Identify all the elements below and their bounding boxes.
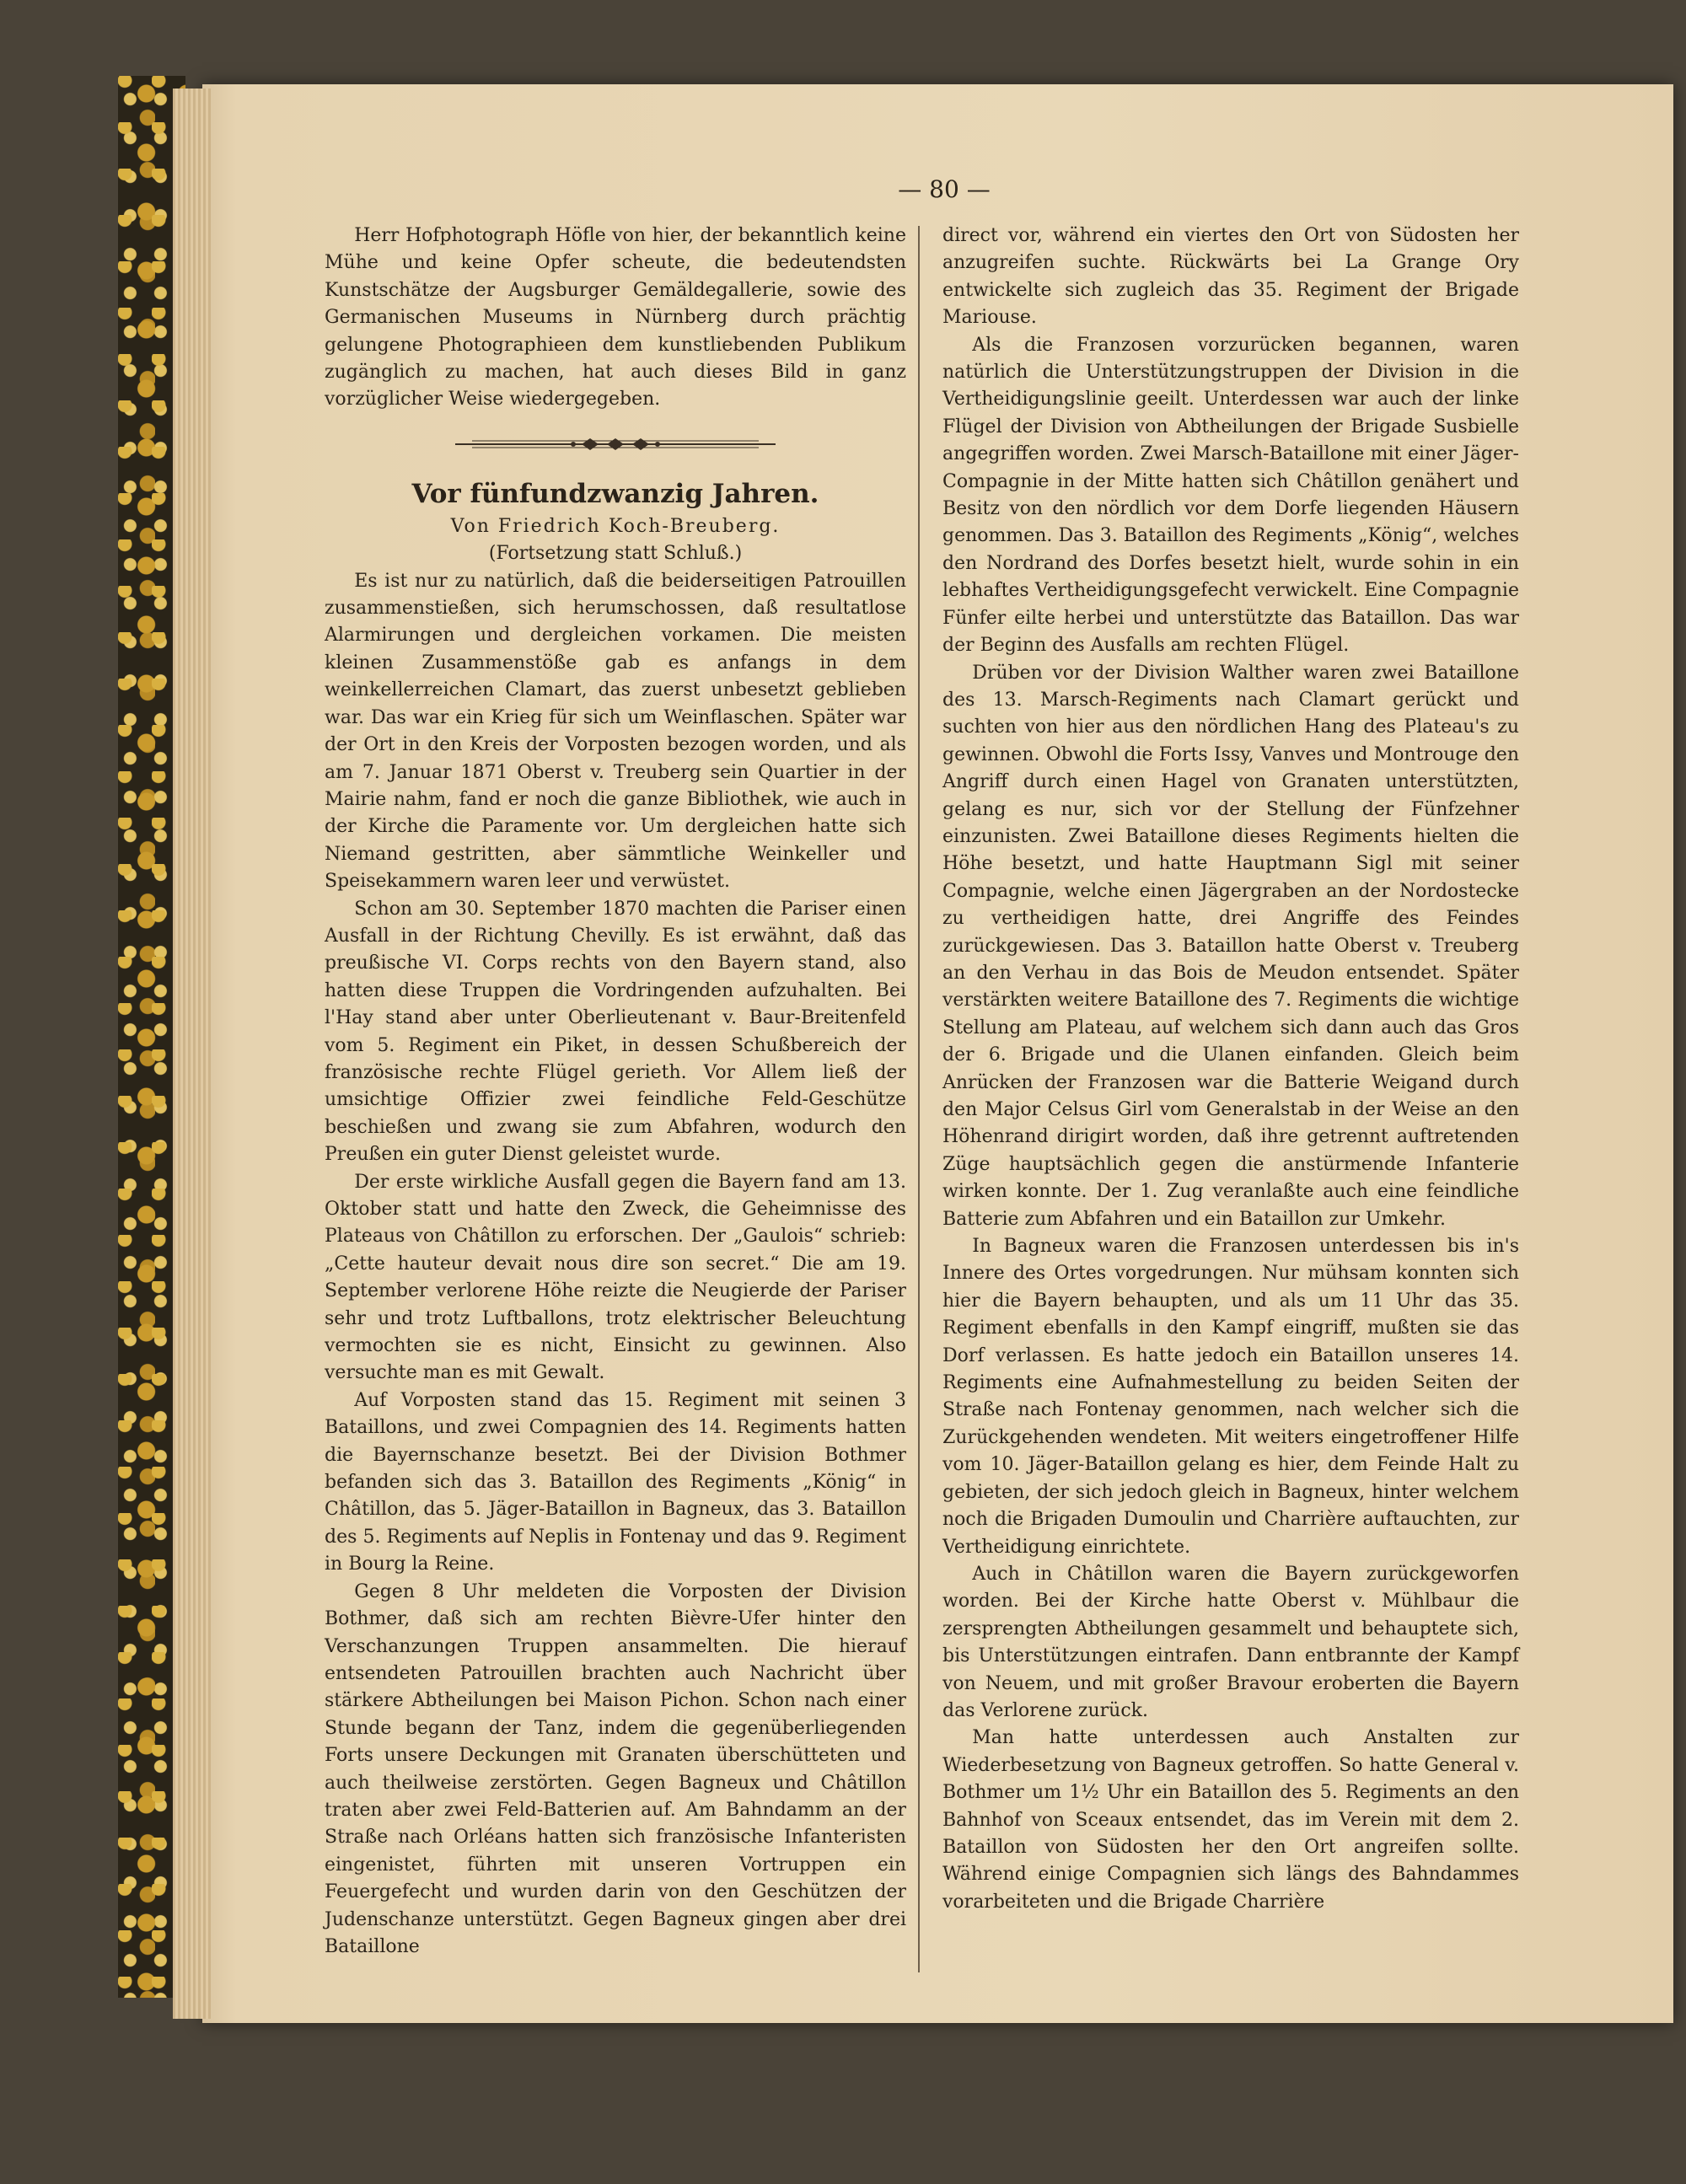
left-paragraph: Herr Hofphotograph Höfle von hier, der bekanntlich keine Mühe und keine Opfer scheute, die bedeutendsten Kunstschätze der Augsburger Gemäldegallerie, sowie des Germanischen Museums in Nürnberg durch prächtig gelungene Photographieen dem kunstliebenden Publikum zugänglich zu machen, hat auch dieses Bild in ganz vorzüglicher Weise wiedergegeben. bbox=[325, 225, 906, 411]
column-rule bbox=[918, 226, 920, 1972]
right-paragraph: Auch in Châtillon waren die Bayern zurückgeworfen worden. Bei der Kirche hatte Oberst v. Mühlbaur die zersprengten Abtheilungen gesammelt und behauptete sich, bis Unterstützungen eintrafen. Dann entbrannte der Kampf von Neuem, und mit großer Bravour eroberten die Bayern das Verlorene zurück. bbox=[942, 1563, 1519, 1721]
left-paragraph: Es ist nur zu natürlich, daß die beiderseitigen Patrouillen zusammenstießen, sich herumschossen, daß resultatlose Alarmirungen und dergleichen vorkamen. Die meisten kleinen Zusammenstöße gab es anfangs in dem weinkellerreichen Clamart, das zuerst unbesetzt geblieben war. Das war ein Krieg für sich um Weinflaschen. Später war der Ort in den Kreis der Vorposten bezogen worden, und als am 7. Januar 1871 Oberst v. Treuberg sein Quartier in der Mairie nahm, fand er noch die ganze Bibliothek, wie auch in der Kirche die Paramente vor. Um dergleichen hatte sich Niemand gestritten, aber sämmtliche Weinkeller und Speisekammern waren leer und verwüstet. bbox=[325, 570, 906, 893]
ornament-divider-icon bbox=[455, 432, 776, 456]
article-note: (Fortsetzung statt Schluß.) bbox=[488, 543, 743, 565]
page-number: — 80 — bbox=[898, 175, 991, 203]
right-paragraph: direct vor, während ein viertes den Ort von Südosten her anzugreifen suchte. Rückwärts bei La Grange Ory entwickelte sich zugleich das 35. Regiment der Brigade Mariouse. bbox=[942, 225, 1519, 329]
left-paragraph: Auf Vorposten stand das 15. Regiment mit seinen 3 Bataillons, und zwei Compagnien des 14. Regiments hatten die Bayernschanze besetzt. Bei der Division Bothmer befanden sich das 3. Bataillon des Regiments „König“ in Châtillon, das 5. Jäger-Bataillon in Bagneux, das 3. Bataillon des 5. Regiments auf Neplis in Fontenay und das 9. Regiment in Bourg la Reine. bbox=[325, 1389, 906, 1575]
right-paragraph: Drüben vor der Division Walther waren zwei Bataillone des 13. Marsch-Regiments nach Clamart gerückt und suchten von hier aus den nördlichen Hang des Plateau's zu gewinnen. Obwohl die Forts Issy, Vanves und Montrouge den Angriff durch einen Hagel von Granaten unterstützten, gelang es nur, sich vor der Stellung der Fünfzehner einzunisten. Zwei Bataillone dieses Regiments hielten die Höhe besetzt, und hatte Hauptmann Sigl mit seiner Compagnie, welche einen Jägergraben an der Nordostecke zu vertheidigen hatte, drei Angriffe des Feindes zurückgewiesen. Das 3. Bataillon hatte Oberst v. Treuberg an den Verhau in das Bois de Meudon entsendet. Später verstärkten weitere Bataillone des 7. Regiments die wichtige Stellung am Plateau, auf welchem sich dann auch das Gros der 6. Brigade und die Ulanen einfanden. Gleich beim Anrücken der Franzosen war die Batterie Weigand durch den Major Celsus Girl vom Generalstab in der Weise an den Höhenrand dirigirt worden, daß ihre getrennt auftretenden Züge hauptsächlich gegen die anstürmende Infanterie wirken konnte. Der 1. Zug veranlaßte auch eine feindliche Batterie zum Abfahren und ein Bataillon zur Umkehr. bbox=[942, 662, 1519, 1230]
left-paragraph: Schon am 30. September 1870 machten die Pariser einen Ausfall in der Richtung Chevilly. Es ist erwähnt, daß das preußische VI. Corps rechts von den Bayern stand, also hatten diese Truppen die Vordringenden aufzuhalten. Bei l'Hay stand aber unter Oberlieutenant v. Baur-Breitenfeld vom 5. Regiment ein Piket, in dessen Schußbereich der französische rechte Flügel gerieth. Vor Allem ließ der umsichtige Offizier zwei feindliche Feld-Geschütze beschießen und zwang sie zum Abfahren, wodurch den Preußen ein guter Dienst geleistet wurde. bbox=[325, 898, 906, 1166]
article-byline: Von Friedrich Koch-Breuberg. bbox=[450, 515, 781, 537]
article-title: Vor fünfundzwanzig Jahren. bbox=[411, 478, 819, 509]
page-edges bbox=[173, 89, 211, 2019]
left-paragraph: Gegen 8 Uhr meldeten die Vorposten der Division Bothmer, daß sich am rechten Bièvre-Ufer hinter den Verschanzungen Truppen ansammelten. Die hierauf entsendeten Patrouillen brachten auch Nachricht über stärkere Abtheilungen bei Maison Pichon. Schon nach einer Stunde begann der Tanz, indem die gegenüberliegenden Forts unsere Deckungen mit Granaten überschütteten und auch theilweise zerstörten. Gegen Bagneux und Châtillon traten aber zwei Feld-Batterien auf. Am Bahndamm an der Straße nach Orléans hatten sich französische Infanteristen eingenistet, führten mit unseren Vortruppen ein Feuergefecht und wurden darin von den Geschützen der Judenschanze unterstützt. Gegen Bagneux gingen aber drei Bataillone bbox=[325, 1580, 906, 1957]
left-paragraph: Der erste wirkliche Ausfall gegen die Bayern fand am 13. Oktober statt und hatte den Zweck, die Geheimnisse des Plateaus von Châtillon zu erforschen. Der „Gaulois“ schrieb: „Cette hauteur devait nous dire son secret.“ Die am 19. September verlorene Höhe reizte die Neugierde der Pariser sehr und trotz Luftballons, trotz elektrischer Beleuchtung vermochten sie es nicht, Einsicht zu gewinnen. Also versuchte man es mit Gewalt. bbox=[325, 1171, 906, 1384]
right-paragraph: Man hatte unterdessen auch Anstalten zur Wiederbesetzung von Bagneux getroffen. So hatte General v. Bothmer um 1½ Uhr ein Bataillon des 5. Regiments an den Bahnhof von Sceaux entsendet, das im Verein mit dem 2. Bataillon von Südosten her den Ort angreifen sollte. Während einige Compagnien sich längs des Bahndammes vorarbeiteten und die Brigade Charrière bbox=[942, 1727, 1519, 1913]
left-column bbox=[325, 223, 906, 1961]
right-column bbox=[942, 223, 1519, 1916]
right-paragraph: In Bagneux waren die Franzosen unterdessen bis in's Innere des Ortes vorgedrungen. Nur mühsam konnten sich hier die Bayern behaupten, und als um 11 Uhr das 35. Regiment ebenfalls in den Kampf eingriff, mußten sie das Dorf verlassen. Es hatte jedoch ein Bataillon unseres 14. Regiments eine Aufnahmestellung zu beiden Seiten der Straße nach Fontenay genommen, nach welcher sich die Zurückgehenden wendeten. Mit weiters eingetroffener Hilfe vom 10. Jäger-Bataillon gelang es hier, dem Feinde Halt zu gebieten, der sich jedoch gleich in Bagneux, hinter welchem noch die Brigaden Dumoulin und Charrière auftauchten, zur Vertheidigung einrichtete. bbox=[942, 1236, 1519, 1558]
right-paragraph: Als die Franzosen vorzurücken begannen, waren natürlich die Unterstützungstruppen der Division in die Vertheidigungslinie geeilt. Unterdessen war auch der linke Flügel der Division von Abtheilungen der Brigade Susbielle angegriffen worden. Zwei Marsch-Bataillone mit einer Jäger-Compagnie in der Mitte hatten sich Châtillon genähert und Besitz von den nördlich vor dem Dorfe liegenden Häusern genommen. Das 3. Bataillon des Regiments „König“, welches den Nordrand des Dorfes besetzt hielt, wurde sohin in ein lebhaftes Vertheidigungsgefecht verwickelt. Eine Compagnie Fünfer eilte herbei und unterstützte das Bataillon. Das war der Beginn des Ausfalls am rechten Flügel. bbox=[942, 334, 1519, 657]
